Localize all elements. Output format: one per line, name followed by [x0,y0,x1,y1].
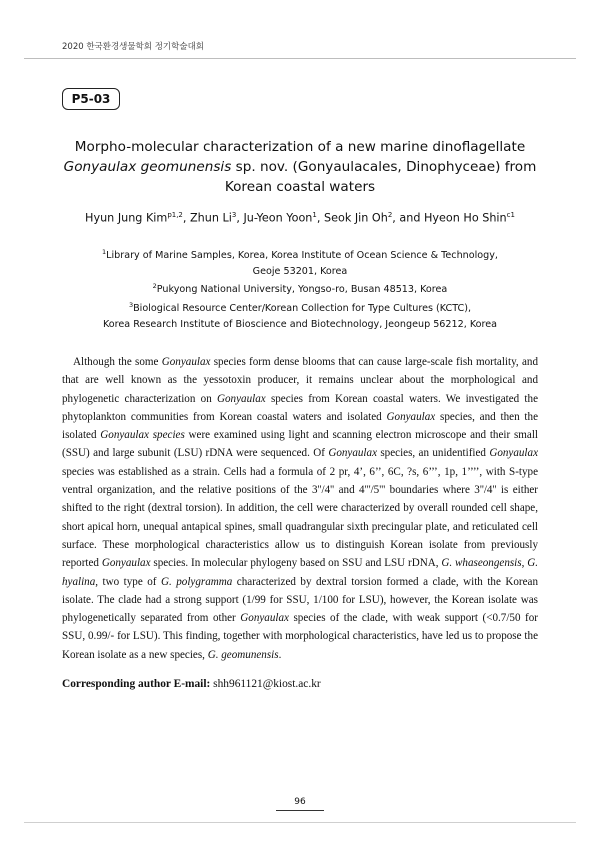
abstract-italic-term: Gonyaulax [161,356,211,368]
author-affiliation-marker: p1,2 [167,211,183,219]
corresponding-author [62,678,321,690]
abstract-segment: characterized by dextral torsion formed a clade, with the Korean isolate. The clade had a strong support (1/99 for SSU, 1/100 for LSU), however, the Korean isolate was phylogenetically separated from other [62,575,539,625]
affiliation-1-line-1: Library of Marine Samples, Korea, Korea Institute of Ocean Science & Technology, [106,250,498,262]
abstract-italic-term: G. geomunensis [207,648,279,661]
abstract-segment: species from Korean coastal waters. We investigated the phytoplankton communities from Korean coastal waters and isolated [62,392,538,423]
abstract-segment: species was established as a strain. Cells had a formula of 2 pr, 4’, 6’’, 6C, ?s, 6’’’, 1p, 1’’’’, with S-type ventral organization, and the relative positions of the 3''/4'' and 4'''/5''' boundaries where 3''/4'' is either shifted to the right (dextral torsion). In addition, the cell were characterized by overall rounded cell shape, short apical horn, unequal antapical spines, small quadrangular sixth precingular plate, and reticulated cell surface. These morphological characteristics allow us to distinguish Korean isolate from previously reported [62,465,538,570]
corresponding-author-email: shh961121@kiost.ac.kr [213,678,321,690]
corresponding-author-label: Corresponding author E-mail: [62,678,211,690]
paper-title [40,137,560,197]
abstract-text [62,353,538,664]
footer-divider [24,822,576,823]
abstract-segment: species of the clade, with weak support (<0.7/50 for SSU, 0.99/- for LSU). This finding, together with morphological characteristics, have led us to propose the Korean isolate as a new species, [62,612,538,661]
affiliation-3-line-1: Biological Resource Center/Korean Collection for Type Cultures (KCTC), [133,303,472,315]
author-affiliation-marker: 1 [312,211,317,219]
abstract-italic-term: Gonyaulax species [100,429,185,442]
affiliation-2-text: Pukyong National University, Yongso-ro, Busan 48513, Korea [156,284,448,296]
abstract-italic-term: Gonyaulax [217,392,266,405]
author-separator: , and [392,211,425,225]
author-affiliation-marker: c1 [506,211,515,219]
affiliation-2 [40,279,560,298]
abstract-segment: , two type of [95,575,161,588]
abstract-italic-term: Gonyaulax [101,557,151,570]
author-name: Hyeon Ho Shin [424,211,507,225]
abstract-segment: species, and then the isolated [62,410,538,442]
abstract-segment: were examined using light and scanning electron microscope and their small (SSU) and large subunit (LSU) rDNA were sequenced. Of [62,429,538,460]
author-affiliation-marker: 3 [231,211,237,219]
author-separator: , [316,211,324,225]
abstract-segment: Although the some [73,356,162,368]
abstract-italic-term: G. polygramma [160,575,233,588]
abstract-segment: species. In molecular phylogeny based on SSU and LSU rDNA, [150,557,442,570]
abstract-italic-term: G. hyalina [62,557,539,588]
title-line-2 [40,157,560,177]
abstract-italic-term: Gonyaulax [489,447,538,460]
affiliation-list [40,245,560,333]
abstract-segment: species form dense blooms that can cause large-scale fish mortality, and that are well known as the yessotoxin producer, it remains unclear about the morphological and phylogenetic characterization on [62,356,539,405]
abstract-italic-term: Gonyaulax [386,410,436,423]
author-name: Ju-Yeon Yoon [243,211,313,225]
abstract-segment: , [521,557,528,570]
abstract-segment: . [278,648,282,661]
affiliation-2-number: 2 [152,282,157,291]
title-line-2-rest: sp. nov. (Gonyaulacales, Dinophyceae) from [231,159,537,175]
affiliation-3-line-2: Korea Research Institute of Bioscience and Biotechnology, Jeongeup 56212, Korea [102,318,498,330]
affiliation-3-number: 3 [128,301,134,310]
abstract-italic-term: G. whaseongensis [441,557,522,570]
title-line-3: Korean coastal waters [224,179,376,195]
page-number-underline [276,810,324,811]
author-separator: , [236,211,244,225]
author-name: Seok Jin Oh [324,211,388,225]
author-name: Zhun Li [190,211,232,225]
page-number: 96 [294,797,306,807]
author-name: Hyun Jung Kim [85,211,168,225]
abstract-segment: species, an unidentified [377,447,490,460]
title-species-name: Gonyaulax geomunensis [63,159,232,175]
author-list [40,207,560,227]
author-separator: , [182,211,191,225]
header-divider [24,58,576,59]
title-line-1: Morpho-molecular characterization of a new marine dinoflagellate [74,139,526,155]
affiliation-1 [40,245,560,264]
abstract-italic-term: Gonyaulax [328,447,377,460]
affiliation-1-number: 1 [102,248,107,256]
poster-code-badge: P5-03 [62,88,120,110]
affiliation-3 [40,298,560,317]
affiliation-1-line-2: Geoje 53201, Korea [252,265,348,277]
conference-header: 2020 한국환경생물학회 정기학술대회 [62,42,204,52]
author-affiliation-marker: 2 [387,211,393,219]
abstract-italic-term: Gonyaulax [240,612,289,625]
